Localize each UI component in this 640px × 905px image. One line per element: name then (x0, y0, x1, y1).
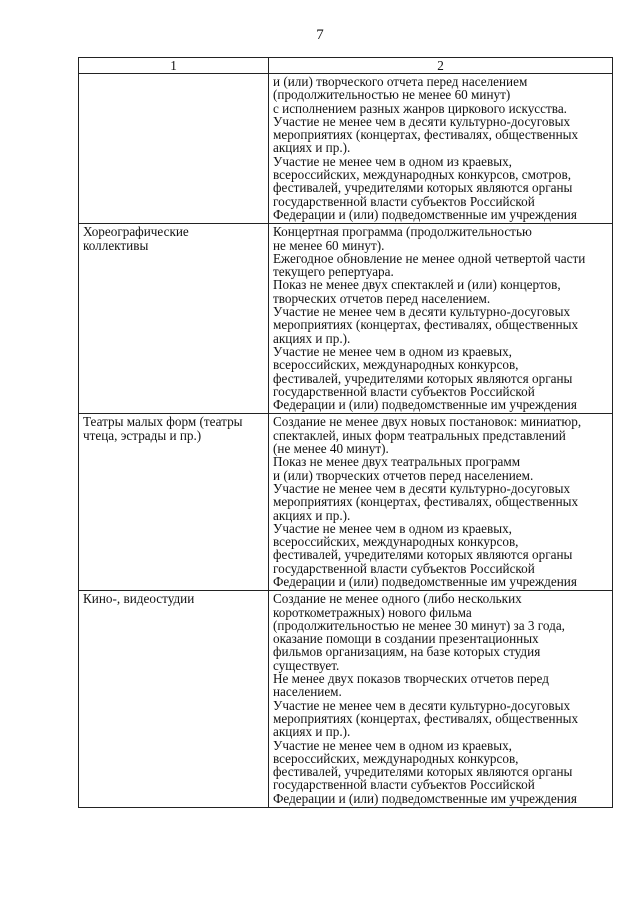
requirement-line: мероприятиях (концертах, фестивалях, общественных (273, 127, 579, 143)
requirement-line: фестивалей, учредителями которых являются органы (273, 547, 573, 563)
requirement-line: всероссийских, международных конкурсов, смотров, (273, 167, 572, 183)
requirement-line: Участие не менее чем в одном из краевых, (273, 520, 512, 536)
requirement-line: текущего репертуара. (273, 264, 394, 280)
requirement-line: фестивалей, учредителями которых являются органы (273, 764, 573, 780)
requirement-line: и (или) творческого отчета перед населением (273, 74, 528, 89)
requirement-line: государственной власти субъектов Российской (273, 383, 535, 399)
collective-type-line: Кино-, видеостудии (83, 591, 195, 607)
column-header-1: 1 (79, 58, 269, 74)
requirement-line: всероссийских, международных конкурсов, (273, 750, 519, 766)
collective-type-cell (79, 414, 269, 591)
requirement-line: акциях и пр.). (273, 507, 351, 523)
requirement-line: и (или) творческих отчетов перед населением. (273, 467, 534, 483)
requirement-line: государственной власти субъектов Российской (273, 777, 535, 793)
table-row (79, 414, 613, 591)
requirement-line: (не менее 40 минут). (273, 441, 389, 457)
collective-type-line: Театры малых форм (театры (83, 414, 243, 430)
requirement-line: Федерации и (или) подведомственные им учреждения (273, 573, 577, 589)
table-row (79, 591, 613, 808)
requirement-line: мероприятиях (концертах, фестивалях, общественных (273, 317, 579, 333)
requirement-line: Участие не менее чем в десяти культурно-досуговых (273, 113, 571, 129)
requirements-cell (269, 74, 613, 224)
requirement-line: Участие не менее чем в десяти культурно-досуговых (273, 697, 571, 713)
page-number: 7 (316, 27, 324, 43)
requirement-line: государственной власти субъектов Российской (273, 560, 535, 576)
requirement-line: всероссийских, международных конкурсов, (273, 534, 519, 550)
table-row (79, 224, 613, 414)
requirement-line: короткометражных) нового фильма (273, 604, 472, 620)
requirement-line: Показ не менее двух театральных программ (273, 454, 521, 470)
table-header-row (79, 58, 613, 74)
requirement-line: Федерации и (или) подведомственные им учреждения (273, 790, 577, 806)
requirement-line: фестивалей, учредителями которых являются органы (273, 370, 573, 386)
requirement-line: существует. (273, 657, 340, 673)
table-row (79, 74, 613, 224)
requirement-line: акциях и пр.). (273, 724, 351, 740)
requirement-line: Участие не менее чем в одном из краевых, (273, 343, 512, 359)
requirements-cell (269, 591, 613, 808)
requirement-line: спектаклей, иных форм театральных представлений (273, 427, 566, 443)
collective-type-cell (79, 74, 269, 224)
requirements-table (78, 57, 613, 808)
requirement-line: Федерации и (или) подведомственные им учреждения (273, 206, 577, 222)
requirement-line: Федерации и (или) подведомственные им учреждения (273, 397, 577, 413)
requirement-line: (продолжительностью не менее 30 минут) за 3 года, (273, 617, 565, 633)
requirements-cell (269, 224, 613, 414)
requirement-line: Участие не менее чем в десяти культурно-досуговых (273, 480, 571, 496)
collective-type-line: Хореографические (83, 224, 189, 240)
requirement-line: Участие не менее чем в одном из краевых, (273, 153, 512, 169)
collective-type-line: чтеца, эстрады и пр.) (83, 427, 202, 443)
requirement-line: с исполнением разных жанров циркового искусства. (273, 100, 567, 116)
requirement-line: фильмов организациям, на базе которых студия (273, 644, 541, 660)
requirement-line: мероприятиях (концертах, фестивалях, общественных (273, 710, 579, 726)
requirement-line: фестивалей, учредителями которых являются органы (273, 180, 573, 196)
requirement-line: Создание не менее двух новых постановок: миниатюр, (273, 414, 582, 430)
requirement-line: Участие не менее чем в десяти культурно-досуговых (273, 304, 571, 320)
column-header-2: 2 (269, 58, 613, 74)
collective-type-cell (79, 224, 269, 414)
requirements-cell (269, 414, 613, 591)
requirement-line: (продолжительностью не менее 60 минут) (273, 87, 511, 103)
requirement-line: государственной власти субъектов Российской (273, 193, 535, 209)
collective-type-line: коллективы (83, 237, 149, 253)
requirement-line: не менее 60 минут). (273, 237, 385, 253)
requirement-line: творческих отчетов перед населением. (273, 290, 491, 306)
requirement-line: акциях и пр.). (273, 330, 351, 346)
requirement-line: мероприятиях (концертах, фестивалях, общественных (273, 494, 579, 510)
requirement-line: Создание не менее одного (либо нескольких (273, 591, 522, 607)
requirement-line: Концертная программа (продолжительностью (273, 224, 532, 240)
requirement-line: Не менее двух показов творческих отчетов перед (273, 671, 549, 687)
requirement-line: Показ не менее двух спектаклей и (или) концертов, (273, 277, 561, 293)
requirement-line: Участие не менее чем в одном из краевых, (273, 737, 512, 753)
requirement-line: населением. (273, 684, 342, 700)
collective-type-cell (79, 591, 269, 808)
requirement-line: акциях и пр.). (273, 140, 351, 156)
requirement-line: оказание помощи в создании презентационных (273, 631, 539, 647)
requirement-line: Ежегодное обновление не менее одной четвертой части (273, 250, 586, 266)
requirement-line: всероссийских, международных конкурсов, (273, 357, 519, 373)
